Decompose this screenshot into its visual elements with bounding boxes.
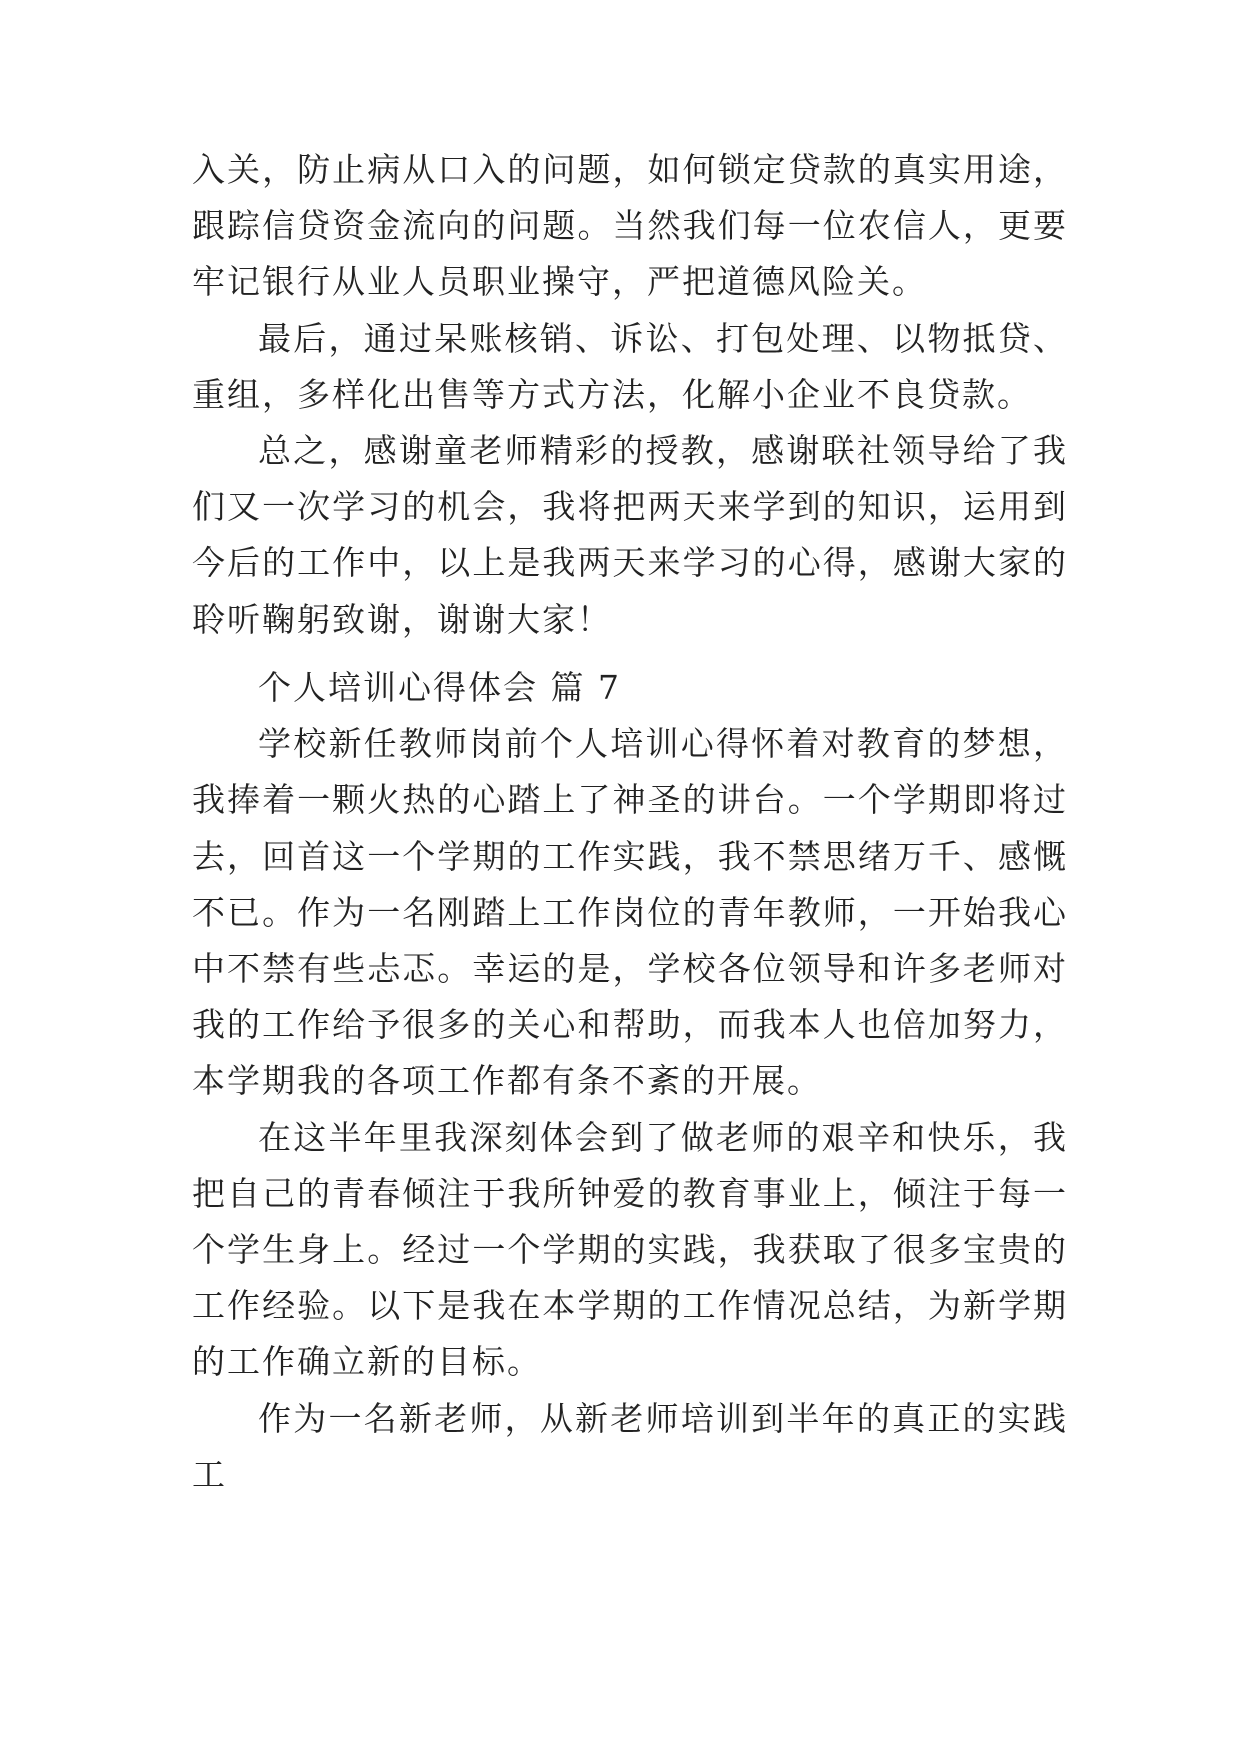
paragraph-intro: 学校新任教师岗前个人培训心得怀着对教育的梦想，我捧着一颗火热的心踏上了神圣的讲台。一个学期即将过去，回首这一个学期的工作实践，我不禁思绪万千、感慨不已。作为一名刚踏上工作岗位的青年教师，一开始我心中不禁有些忐忑。幸运的是，学校各位领导和许多老师对我的工作给予很多的关心和帮助，而我本人也倍加努力，本学期我的各项工作都有条不紊的开展。 — [192, 724, 1068, 1101]
paragraph-half-year: 在这半年里我深刻体会到了做老师的艰辛和快乐，我把自己的青春倾注于我所钟爱的教育事业上，倾注于每一个学生身上。经过一个学期的实践，我获取了很多宝贵的工作经验。以下是我在本学期的工作情况总结，为新学期的工作确立新的目标。 — [192, 1117, 1068, 1382]
section-7 — [192, 660, 1068, 1503]
paragraph-continuation: 入关，防止病从口入的问题，如何锁定贷款的真实用途，跟踪信贷资金流向的问题。当然我们每一位农信人，更要牢记银行从业人员职业操守，严把道德风险关。 — [192, 150, 1068, 302]
paragraph-conclusion: 总之，感谢童老师精彩的授教，感谢联社领导给了我们又一次学习的机会，我将把两天来学到的知识，运用到今后的工作中，以上是我两天来学习的心得，感谢大家的聆听鞠躬致谢，谢谢大家！ — [192, 431, 1068, 639]
section-heading: 个人培训心得体会 篇 7 — [258, 668, 621, 707]
document-body — [192, 142, 1068, 648]
paragraph-bad-loans: 最后，通过呆账核销、诉讼、打包处理、以物抵贷、重组，多样化出售等方式方法，化解小企业不良贷款。 — [192, 318, 1068, 414]
paragraph-new-teacher: 作为一名新老师，从新老师培训到半年的真正的实践工 — [192, 1398, 1068, 1494]
